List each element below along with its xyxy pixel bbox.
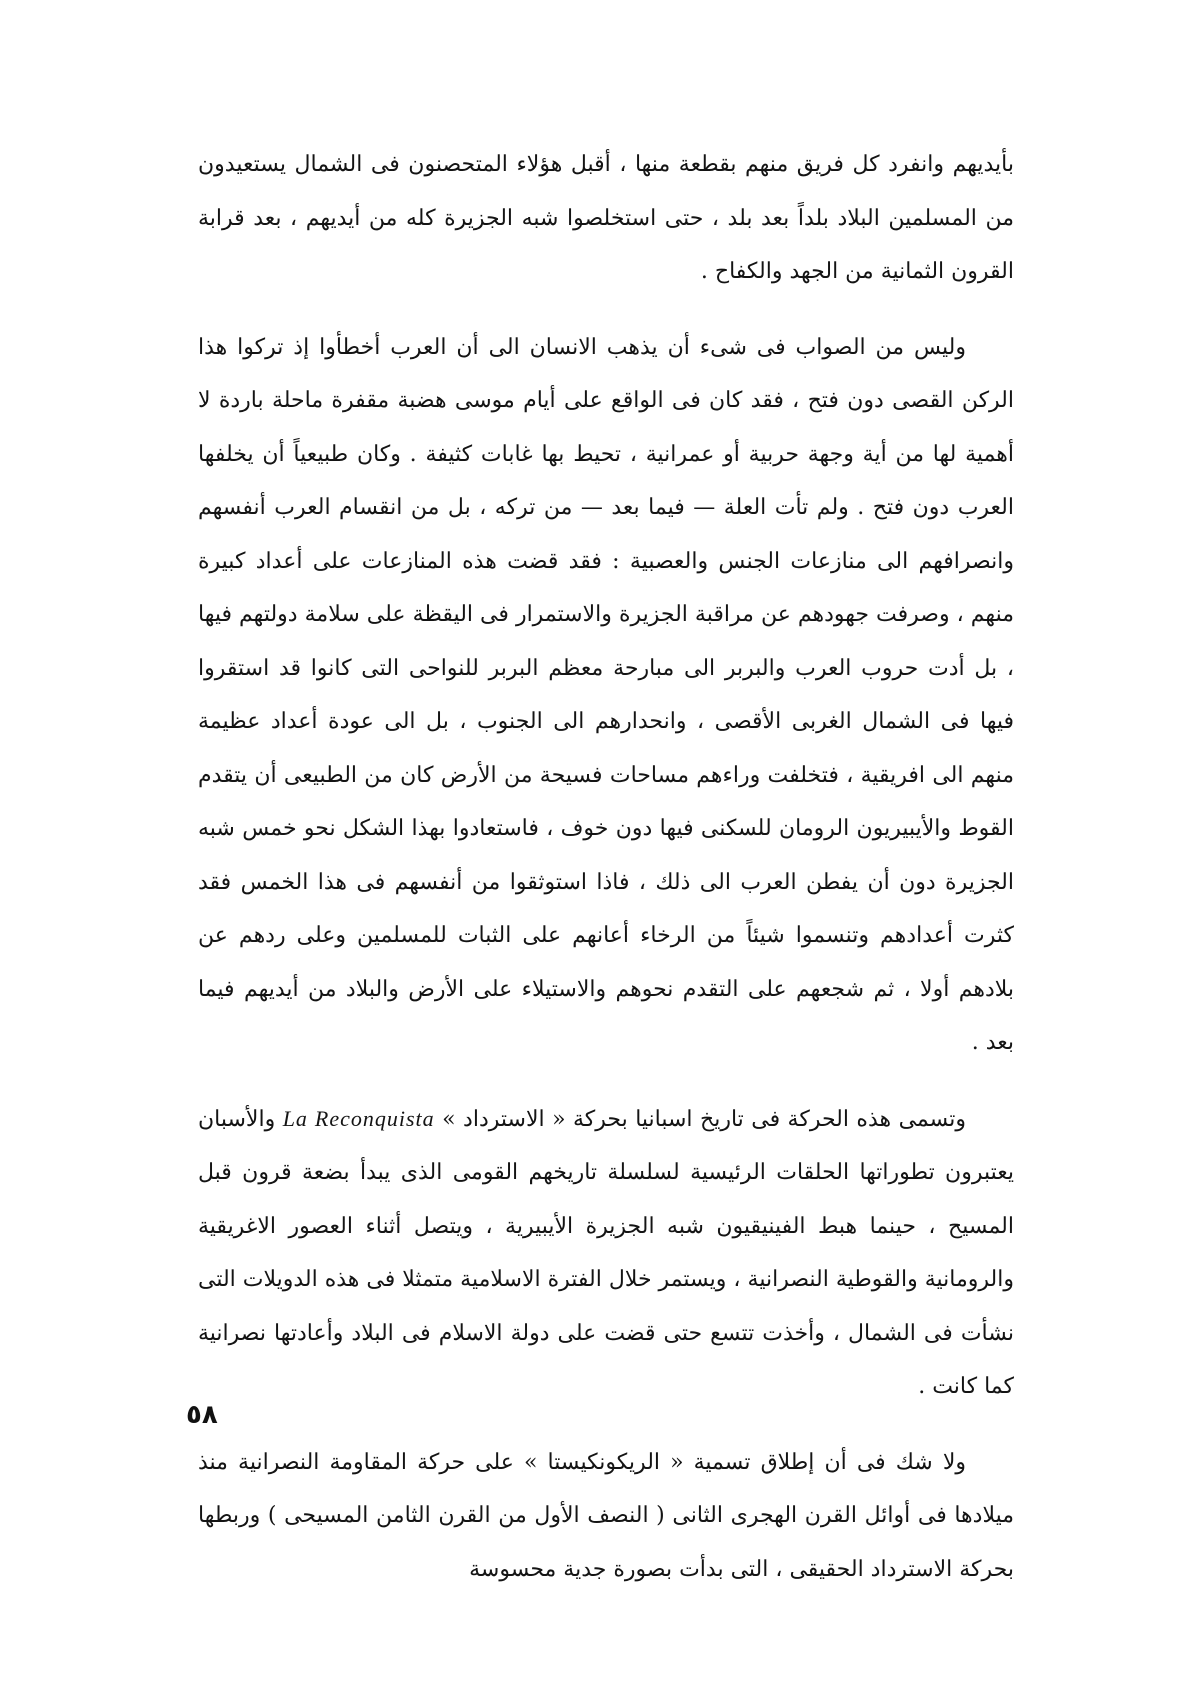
paragraph-reconquista-definition [198,1092,1014,1414]
page-number: ٥٨ [186,1400,218,1430]
reconquista-intro-text: وتسمى هذه الحركة فى تاريخ اسبانيا بحركة « الاسترداد » [442,1106,966,1132]
latin-term-la-reconquista: La Reconquista [282,1105,435,1131]
paragraph-arab-strategy: وليس من الصواب فى شىء أن يذهب الانسان الى أن العرب أخطأوا إذ تركوا هذا الركن القصى دون فتح ، فقد كان فى الواقع على أيام موسى هضبة مقفرة ماحلة باردة لا أهمية لها من أية وجهة حربية أو عمرانية ، تحيط بها غابات كثيفة . وكان طبيعياً أن يخلفها العرب دون فتح . ولم تأت العلة — فيما بعد — من تركه ، بل من انقسام العرب أنفسهم وانصرافهم الى منازعات الجنس والعصبية : فقد قضت هذه المنازعات على أعداد كبيرة منهم ، وصرفت جهودهم عن مراقبة الجزيرة والاستمرار فى اليقظة على سلامة دولتهم فيها ، بل أدت حروب العرب والبربر الى مبارحة معظم البربر للنواحى التى كانوا قد استقروا فيها فى الشمال الغربى الأقصى ، وانحدارهم الى الجنوب ، بل الى عودة أعداد عظيمة منهم الى افريقية ، فتخلفت وراءهم مساحات فسيحة من الأرض كان من الطبيعى أن يتقدم القوط والأيبيريون الرومان للسكنى فيها دون خوف ، فاستعادوا بهذا الشكل نحو خمس شبه الجزيرة دون أن يفطن العرب الى ذلك ، فاذا استوثقوا من أنفسهم فى هذا الخمس فقد كثرت أعدادهم وتنسموا شيئاً من الرخاء أعانهم على الثبات للمسلمين وعلى ردهم عن بلادهم أولا ، ثم شجعهم على التقدم نحوهم والاستيلاء على الأرض والبلاد من أيديهم فيما بعد . [198,334,1014,1055]
body-text [198,138,1014,1618]
paragraph-naming-discussion: ولا شك فى أن إطلاق تسمية « الريكونكيستا » على حركة المقاومة النصرانية منذ ميلادها فى أوائل القرن الهجرى الثانى ( النصف الأول من القرن الثامن المسيحى ) وربطها بحركة الاسترداد الحقيقى ، التى بدأت بصورة جدية محسوسة [198,1449,1014,1582]
reconquista-continuation-text: والأسبان يعتبرون تطوراتها الحلقات الرئيسية لسلسلة تاريخهم القومى الذى يبدأ بضعة قرون قبل المسيح ، حينما هبط الفينيقيون شبه الجزيرة الأيبيرية ، ويتصل أثناء العصور الاغريقية والرومانية والقوطية النصرانية ، ويستمر خلال الفترة الاسلامية متمثلا فى هذه الدويلات التى نشأت فى الشمال ، وأخذت تتسع حتى قضت على دولة الاسلام فى البلاد وأعادتها نصرانية كما كانت . [198,1106,1014,1399]
paragraph-continuation: بأيديهم وانفرد كل فريق منهم بقطعة منها ، أقبل هؤلاء المتحصنون فى الشمال يستعيدون من المسلمين البلاد بلداً بعد بلد ، حتى استخلصوا شبه الجزيرة كله من أيديهم ، بعد قرابة القرون الثمانية من الجهد والكفاح . [198,152,1014,284]
